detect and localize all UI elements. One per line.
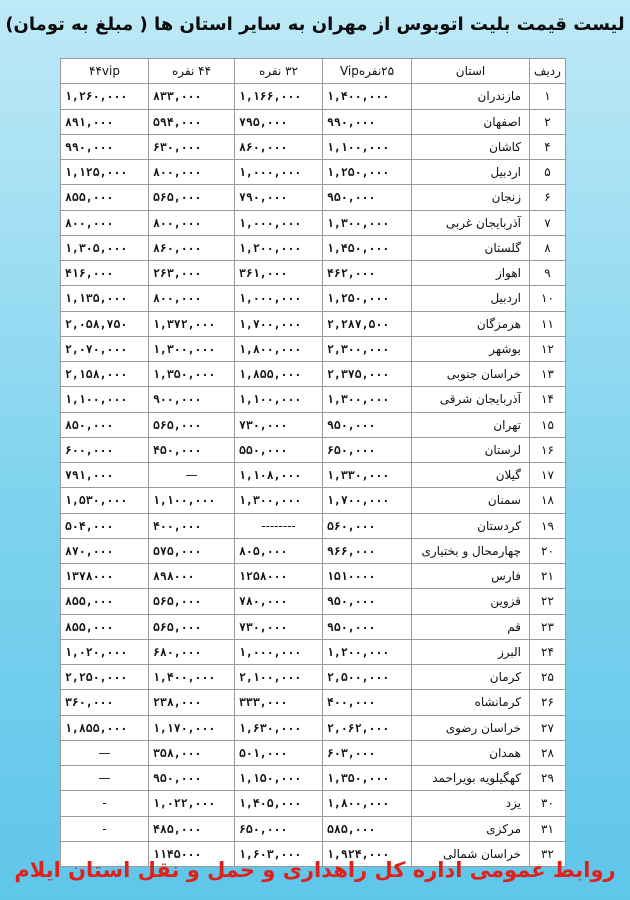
row-number: ۲۵ xyxy=(530,665,566,690)
price-vip44: ۱,۱۳۵,۰۰۰ xyxy=(61,286,149,311)
price-bus44: ۴۸۵,۰۰۰ xyxy=(149,816,235,841)
province-name: خراسان جنوبی xyxy=(412,362,530,387)
price-vip25: ۹۵۰,۰۰۰ xyxy=(323,412,412,437)
province-name: هرمزگان xyxy=(412,311,530,336)
row-number: ۵ xyxy=(530,160,566,185)
row-number: ۱۱ xyxy=(530,311,566,336)
price-bus32: ۱,۱۶۶,۰۰۰ xyxy=(235,84,323,109)
price-vip25: ۱,۴۵۰,۰۰۰ xyxy=(323,235,412,260)
row-number: ۲۹ xyxy=(530,766,566,791)
row-number: ۹ xyxy=(530,261,566,286)
price-bus44: ۸۳۳,۰۰۰ xyxy=(149,84,235,109)
price-vip44: ۱,۵۳۰,۰۰۰ xyxy=(61,488,149,513)
province-name: کردستان xyxy=(412,513,530,538)
province-name: سمنان xyxy=(412,488,530,513)
price-bus32: ۱,۲۰۰,۰۰۰ xyxy=(235,235,323,260)
price-bus44: ۲۶۳,۰۰۰ xyxy=(149,261,235,286)
row-number: ۱۹ xyxy=(530,513,566,538)
row-number: ۸ xyxy=(530,235,566,260)
table-row xyxy=(61,690,566,715)
page-title: لیست قیمت بلیت اتوبوس از مهران به سایر استان ها ( مبلغ به تومان) xyxy=(5,14,625,35)
price-vip44: ۳۶۰,۰۰۰ xyxy=(61,690,149,715)
table-row xyxy=(61,362,566,387)
price-bus44: ۱,۱۷۰,۰۰۰ xyxy=(149,715,235,740)
price-bus32: ۱,۴۰۵,۰۰۰ xyxy=(235,791,323,816)
price-bus32: ۷۹۵,۰۰۰ xyxy=(235,109,323,134)
row-number: ۶ xyxy=(530,185,566,210)
province-name: خراسان شمالی xyxy=(412,841,530,866)
price-bus44: ۴۵۰,۰۰۰ xyxy=(149,437,235,462)
price-bus32: ۳۶۱,۰۰۰ xyxy=(235,261,323,286)
row-number: ۲۸ xyxy=(530,740,566,765)
price-bus32: ۲,۱۰۰,۰۰۰ xyxy=(235,665,323,690)
header-province: استان xyxy=(412,59,530,84)
province-name: گیلان xyxy=(412,463,530,488)
price-bus32: ۷۳۰,۰۰۰ xyxy=(235,412,323,437)
table-row xyxy=(61,740,566,765)
price-bus44: ۶۸۰,۰۰۰ xyxy=(149,639,235,664)
price-vip44: ۹۹۰,۰۰۰ xyxy=(61,134,149,159)
province-name: زنجان xyxy=(412,185,530,210)
price-vip25: ۵۸۵,۰۰۰ xyxy=(323,816,412,841)
table-row xyxy=(61,109,566,134)
province-name: مرکزی xyxy=(412,816,530,841)
price-vip44: — xyxy=(61,740,149,765)
table-row xyxy=(61,665,566,690)
price-vip25: ۱,۹۲۴,۰۰۰ xyxy=(323,841,412,866)
price-bus32: ۱,۸۵۵,۰۰۰ xyxy=(235,362,323,387)
price-vip44: ۸۵۵,۰۰۰ xyxy=(61,614,149,639)
row-number: ۷ xyxy=(530,210,566,235)
price-vip44: ۶۰۰,۰۰۰ xyxy=(61,437,149,462)
row-number: ۱۰ xyxy=(530,286,566,311)
price-vip25: ۹۵۰,۰۰۰ xyxy=(323,589,412,614)
province-name: قم xyxy=(412,614,530,639)
table-row xyxy=(61,513,566,538)
table-header-row xyxy=(61,59,566,84)
province-name: خراسان رضوی xyxy=(412,715,530,740)
province-name: گلستان xyxy=(412,235,530,260)
province-name: آذربایجان شرقی xyxy=(412,387,530,412)
row-number: ۱۲ xyxy=(530,336,566,361)
price-vip25: ۹۵۰,۰۰۰ xyxy=(323,614,412,639)
province-name: کرمان xyxy=(412,665,530,690)
price-vip44: ۱۳۷۸۰۰۰ xyxy=(61,564,149,589)
price-table-container xyxy=(60,58,565,867)
price-bus32: ۱,۸۰۰,۰۰۰ xyxy=(235,336,323,361)
table-row xyxy=(61,185,566,210)
row-number: ۳۱ xyxy=(530,816,566,841)
row-number: ۳۰ xyxy=(530,791,566,816)
province-name: کاشان xyxy=(412,134,530,159)
province-name: لرستان xyxy=(412,437,530,462)
price-vip44: ۱,۰۲۰,۰۰۰ xyxy=(61,639,149,664)
table-row xyxy=(61,538,566,563)
price-bus44: ۳۵۸,۰۰۰ xyxy=(149,740,235,765)
price-vip44: ۸۵۰,۰۰۰ xyxy=(61,412,149,437)
price-vip25: ۱۵۱۰۰۰۰ xyxy=(323,564,412,589)
table-row xyxy=(61,261,566,286)
price-vip25: ۱,۴۰۰,۰۰۰ xyxy=(323,84,412,109)
price-vip44: ۸۵۵,۰۰۰ xyxy=(61,589,149,614)
price-vip44: ۸۹۱,۰۰۰ xyxy=(61,109,149,134)
table-row xyxy=(61,412,566,437)
table-row xyxy=(61,589,566,614)
province-name: اردبیل xyxy=(412,286,530,311)
price-vip25: ۵۶۰,۰۰۰ xyxy=(323,513,412,538)
price-bus32: ۱,۰۰۰,۰۰۰ xyxy=(235,639,323,664)
row-number: ۲۰ xyxy=(530,538,566,563)
row-number: ۱۶ xyxy=(530,437,566,462)
price-vip25: ۲,۳۰۰,۰۰۰ xyxy=(323,336,412,361)
price-bus32: ۱,۶۰۳,۰۰۰ xyxy=(235,841,323,866)
price-bus32: ۸۰۵,۰۰۰ xyxy=(235,538,323,563)
price-bus44: ۱,۳۵۰,۰۰۰ xyxy=(149,362,235,387)
price-vip44: ۵۰۴,۰۰۰ xyxy=(61,513,149,538)
province-name: فارس xyxy=(412,564,530,589)
price-vip25: ۱,۸۰۰,۰۰۰ xyxy=(323,791,412,816)
price-vip44: ۱,۱۰۰,۰۰۰ xyxy=(61,387,149,412)
price-bus44: ۱,۳۷۲,۰۰۰ xyxy=(149,311,235,336)
province-name: اصفهان xyxy=(412,109,530,134)
row-number: ۳۲ xyxy=(530,841,566,866)
price-bus32: ۷۳۰,۰۰۰ xyxy=(235,614,323,639)
price-vip44: — xyxy=(61,766,149,791)
price-vip25: ۱,۱۰۰,۰۰۰ xyxy=(323,134,412,159)
price-vip25: ۲,۵۰۰,۰۰۰ xyxy=(323,665,412,690)
row-number: ۱۵ xyxy=(530,412,566,437)
price-bus44: ۲۳۸,۰۰۰ xyxy=(149,690,235,715)
price-bus32: ۱,۰۰۰,۰۰۰ xyxy=(235,160,323,185)
table-row xyxy=(61,437,566,462)
price-vip44: ۲,۰۵۸,۷۵۰ xyxy=(61,311,149,336)
province-name: آذربایجان غربی xyxy=(412,210,530,235)
table-row xyxy=(61,564,566,589)
price-bus44: ۱,۴۰۰,۰۰۰ xyxy=(149,665,235,690)
price-vip44: ۸۵۵,۰۰۰ xyxy=(61,185,149,210)
table-row xyxy=(61,134,566,159)
price-bus44: ۱,۰۲۲,۰۰۰ xyxy=(149,791,235,816)
price-bus44: ۵۹۴,۰۰۰ xyxy=(149,109,235,134)
price-vip25: ۴۶۲,۰۰۰ xyxy=(323,261,412,286)
price-bus32: ۱,۱۰۸,۰۰۰ xyxy=(235,463,323,488)
header-bus32: ۳۲ نفره xyxy=(235,59,323,84)
province-name: همدان xyxy=(412,740,530,765)
price-bus32: -------- xyxy=(235,513,323,538)
price-bus44: ۵۶۵,۰۰۰ xyxy=(149,185,235,210)
price-vip44: ۱,۲۶۰,۰۰۰ xyxy=(61,84,149,109)
footer-credit: روابط عمومی اداره کل راهداری و حمل و نقل استان ایلام xyxy=(14,858,616,882)
province-name: مازندران xyxy=(412,84,530,109)
table-row xyxy=(61,715,566,740)
price-vip25: ۹۹۰,۰۰۰ xyxy=(323,109,412,134)
price-bus32: ۸۶۰,۰۰۰ xyxy=(235,134,323,159)
row-number: ۱۷ xyxy=(530,463,566,488)
province-name: قزوین xyxy=(412,589,530,614)
price-bus32: ۶۵۰,۰۰۰ xyxy=(235,816,323,841)
province-name: بوشهر xyxy=(412,336,530,361)
price-bus44: ۵۶۵,۰۰۰ xyxy=(149,412,235,437)
price-bus44: ۵۷۵,۰۰۰ xyxy=(149,538,235,563)
price-vip44: ۲,۲۵۰,۰۰۰ xyxy=(61,665,149,690)
table-row xyxy=(61,463,566,488)
price-vip44: ۱,۱۲۵,۰۰۰ xyxy=(61,160,149,185)
province-name: کهگیلویه بویراحمد xyxy=(412,766,530,791)
price-vip25: ۱,۳۵۰,۰۰۰ xyxy=(323,766,412,791)
price-bus32: ۵۵۰,۰۰۰ xyxy=(235,437,323,462)
price-vip25: ۱,۲۰۰,۰۰۰ xyxy=(323,639,412,664)
price-bus44: ۹۰۰,۰۰۰ xyxy=(149,387,235,412)
table-row xyxy=(61,84,566,109)
province-name: تهران xyxy=(412,412,530,437)
table-row xyxy=(61,639,566,664)
price-bus32: ۱,۰۰۰,۰۰۰ xyxy=(235,286,323,311)
price-bus44: ۶۳۰,۰۰۰ xyxy=(149,134,235,159)
price-bus32: ۱,۶۳۰,۰۰۰ xyxy=(235,715,323,740)
row-number: ۱۸ xyxy=(530,488,566,513)
price-bus44: ۸۹۸۰۰۰ xyxy=(149,564,235,589)
table-row xyxy=(61,311,566,336)
header-vip25: ۲۵نفرهVip xyxy=(323,59,412,84)
table-row xyxy=(61,614,566,639)
price-vip25: ۱,۳۰۰,۰۰۰ xyxy=(323,210,412,235)
price-bus44: ۸۶۰,۰۰۰ xyxy=(149,235,235,260)
price-bus32: ۱,۳۰۰,۰۰۰ xyxy=(235,488,323,513)
price-vip44: ۲,۰۷۰,۰۰۰ xyxy=(61,336,149,361)
table-row xyxy=(61,235,566,260)
row-number: ۲۳ xyxy=(530,614,566,639)
province-name: اردبیل xyxy=(412,160,530,185)
price-vip25: ۹۶۶,۰۰۰ xyxy=(323,538,412,563)
table-row xyxy=(61,160,566,185)
row-number: ۲۶ xyxy=(530,690,566,715)
price-bus32: ۱,۰۰۰,۰۰۰ xyxy=(235,210,323,235)
price-vip44: - xyxy=(61,791,149,816)
price-vip25: ۱,۳۰۰,۰۰۰ xyxy=(323,387,412,412)
row-number: ۴ xyxy=(530,134,566,159)
province-name: البرز xyxy=(412,639,530,664)
row-number: ۲۲ xyxy=(530,589,566,614)
price-vip25: ۱,۲۵۰,۰۰۰ xyxy=(323,286,412,311)
row-number: ۱۴ xyxy=(530,387,566,412)
province-name: کرمانشاه xyxy=(412,690,530,715)
price-bus44: ۱,۱۰۰,۰۰۰ xyxy=(149,488,235,513)
price-bus32: ۷۸۰,۰۰۰ xyxy=(235,589,323,614)
price-vip25: ۱,۳۳۰,۰۰۰ xyxy=(323,463,412,488)
price-vip25: ۶۰۳,۰۰۰ xyxy=(323,740,412,765)
table-row xyxy=(61,816,566,841)
price-bus44: ۸۰۰,۰۰۰ xyxy=(149,160,235,185)
row-number: ۱ xyxy=(530,84,566,109)
price-vip44: ۷۹۱,۰۰۰ xyxy=(61,463,149,488)
price-table xyxy=(60,58,566,867)
price-vip44: ۱,۳۰۵,۰۰۰ xyxy=(61,235,149,260)
price-vip25: ۱,۲۵۰,۰۰۰ xyxy=(323,160,412,185)
price-bus44: ۱,۳۰۰,۰۰۰ xyxy=(149,336,235,361)
price-bus32: ۳۳۳,۰۰۰ xyxy=(235,690,323,715)
table-row xyxy=(61,286,566,311)
price-vip44: ۱,۸۵۵,۰۰۰ xyxy=(61,715,149,740)
row-number: ۱۳ xyxy=(530,362,566,387)
table-row xyxy=(61,488,566,513)
table-row xyxy=(61,336,566,361)
price-vip25: ۲,۳۷۵,۰۰۰ xyxy=(323,362,412,387)
price-vip44: ۸۷۰,۰۰۰ xyxy=(61,538,149,563)
price-bus32: ۵۰۱,۰۰۰ xyxy=(235,740,323,765)
price-bus44: ۴۰۰,۰۰۰ xyxy=(149,513,235,538)
province-name: اهواز xyxy=(412,261,530,286)
price-bus44: ۵۶۵,۰۰۰ xyxy=(149,614,235,639)
price-vip44: ۸۰۰,۰۰۰ xyxy=(61,210,149,235)
price-vip44: ۲,۱۵۸,۰۰۰ xyxy=(61,362,149,387)
price-bus32: ۱,۱۵۰,۰۰۰ xyxy=(235,766,323,791)
price-vip25: ۴۰۰,۰۰۰ xyxy=(323,690,412,715)
price-vip25: ۱,۷۰۰,۰۰۰ xyxy=(323,488,412,513)
header-bus44: ۴۴ نفره xyxy=(149,59,235,84)
price-vip25: ۹۵۰,۰۰۰ xyxy=(323,185,412,210)
row-number: ۲۷ xyxy=(530,715,566,740)
price-bus32: ۱,۱۰۰,۰۰۰ xyxy=(235,387,323,412)
table-row xyxy=(61,791,566,816)
price-vip44: - xyxy=(61,816,149,841)
price-bus44: — xyxy=(149,463,235,488)
price-vip44: ۴۱۶,۰۰۰ xyxy=(61,261,149,286)
price-bus32: ۱,۷۰۰,۰۰۰ xyxy=(235,311,323,336)
province-name: یزد xyxy=(412,791,530,816)
price-bus32: ۷۹۰,۰۰۰ xyxy=(235,185,323,210)
header-vip44: ۴۴vip xyxy=(61,59,149,84)
price-bus44: ۸۰۰,۰۰۰ xyxy=(149,286,235,311)
header-no: ردیف xyxy=(530,59,566,84)
price-vip25: ۲,۰۶۲,۰۰۰ xyxy=(323,715,412,740)
price-bus32: ۱۲۵۸۰۰۰ xyxy=(235,564,323,589)
row-number: ۲۱ xyxy=(530,564,566,589)
price-bus44: ۹۵۰,۰۰۰ xyxy=(149,766,235,791)
price-bus44: ۸۰۰,۰۰۰ xyxy=(149,210,235,235)
price-vip25: ۲,۲۸۷,۵۰۰ xyxy=(323,311,412,336)
price-bus44: ۵۶۵,۰۰۰ xyxy=(149,589,235,614)
table-row xyxy=(61,766,566,791)
table-row xyxy=(61,210,566,235)
row-number: ۲۴ xyxy=(530,639,566,664)
row-number: ۲ xyxy=(530,109,566,134)
table-row xyxy=(61,387,566,412)
price-vip25: ۶۵۰,۰۰۰ xyxy=(323,437,412,462)
price-bus44: ۱۱۴۵۰۰۰ xyxy=(149,841,235,866)
province-name: چهارمحال و بختیاری xyxy=(412,538,530,563)
